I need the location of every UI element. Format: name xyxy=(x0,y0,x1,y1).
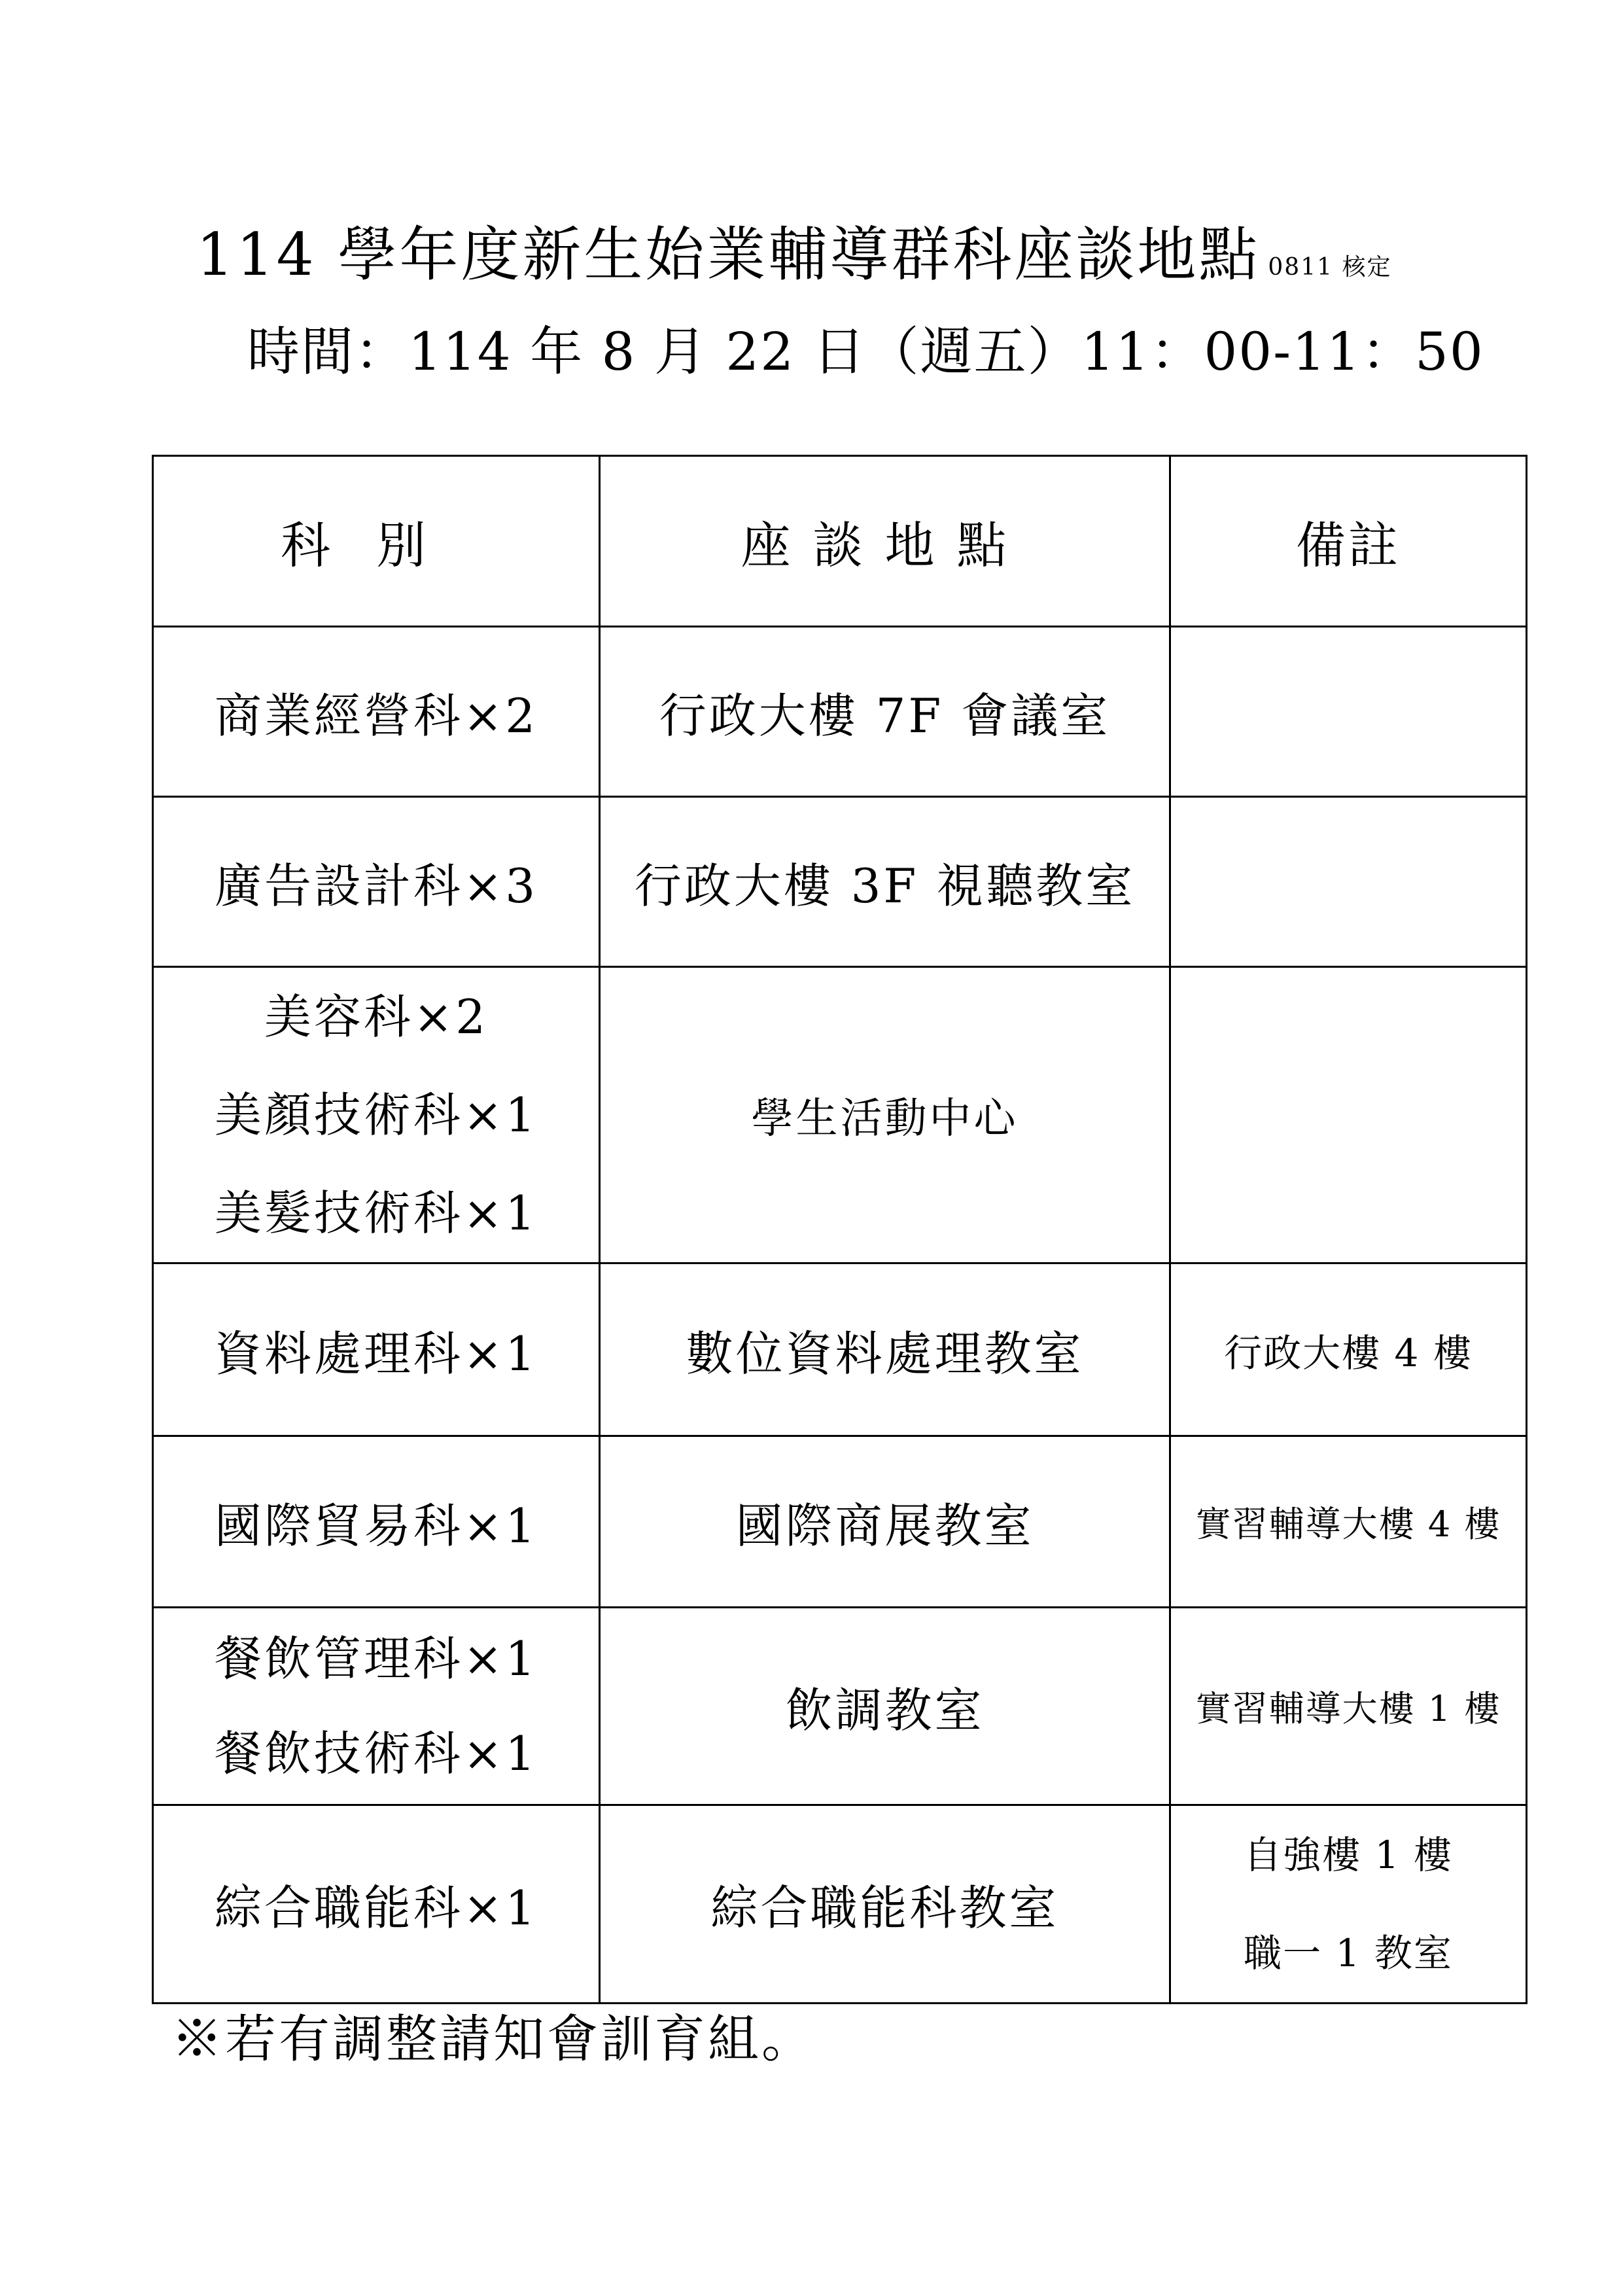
title-main: 114 學年度新生始業輔導群科座談地點 xyxy=(196,221,1261,289)
dept-name: 綜合職能科×1 xyxy=(214,1881,538,1935)
dept-cell xyxy=(153,627,600,797)
header-dept: 科別 xyxy=(153,456,600,627)
note-cell xyxy=(1170,797,1527,967)
location-cell: 綜合職能科教室 xyxy=(600,1805,1170,2004)
table-row xyxy=(153,967,1527,1263)
location-cell: 學生活動中心 xyxy=(600,967,1170,1263)
dept-name: 美髮技術科×1 xyxy=(214,1186,538,1241)
schedule-table xyxy=(152,455,1527,2004)
dept-name: 餐飲技術科×1 xyxy=(214,1725,538,1781)
dept-cell xyxy=(153,1805,600,2004)
table-row xyxy=(153,1436,1527,1608)
note-cell: 實習輔導大樓 4 樓 xyxy=(1170,1436,1527,1608)
location-cell: 行政大樓 7F 會議室 xyxy=(600,627,1170,797)
event-time: 時間：114 年 8 月 22 日（週五）11：00-11：50 xyxy=(247,321,1484,382)
dept-cell xyxy=(153,1263,600,1436)
note-line: 自強樓 1 樓 xyxy=(1244,1833,1453,1877)
table-row xyxy=(153,1608,1527,1805)
dept-name: 資料處理科×1 xyxy=(214,1326,538,1381)
dept-cell xyxy=(153,967,600,1263)
note-cell xyxy=(1170,1805,1527,2004)
document-title xyxy=(196,221,1392,289)
table-row xyxy=(153,1263,1527,1436)
note-cell: 實習輔導大樓 1 樓 xyxy=(1170,1608,1527,1805)
header-note: 備註 xyxy=(1170,456,1527,627)
header-location: 座談地點 xyxy=(600,456,1170,627)
location-cell: 數位資料處理教室 xyxy=(600,1263,1170,1436)
dept-name: 廣告設計科×3 xyxy=(214,858,538,913)
note-cell xyxy=(1170,627,1527,797)
footer-note: ※若有調整請知會訓育組。 xyxy=(171,2010,816,2069)
approval-note: 0811 核定 xyxy=(1268,254,1392,281)
dept-cell xyxy=(153,1436,600,1608)
table-header-row xyxy=(153,456,1527,627)
dept-name: 美容科×2 xyxy=(264,989,489,1044)
note-line: 職一 1 教室 xyxy=(1244,1931,1453,1975)
dept-cell xyxy=(153,1608,600,1805)
table-row xyxy=(153,797,1527,967)
dept-name: 美顏技術科×1 xyxy=(214,1087,538,1142)
dept-name: 國際貿易科×1 xyxy=(214,1498,538,1553)
note-cell: 行政大樓 4 樓 xyxy=(1170,1263,1527,1436)
dept-cell xyxy=(153,797,600,967)
dept-name: 商業經營科×2 xyxy=(214,688,538,743)
table-row xyxy=(153,627,1527,797)
dept-name: 餐飲管理科×1 xyxy=(214,1631,538,1686)
note-cell xyxy=(1170,967,1527,1263)
location-cell: 行政大樓 3F 視聽教室 xyxy=(600,797,1170,967)
location-cell: 國際商展教室 xyxy=(600,1436,1170,1608)
table-row xyxy=(153,1805,1527,2004)
location-cell: 飲調教室 xyxy=(600,1608,1170,1805)
